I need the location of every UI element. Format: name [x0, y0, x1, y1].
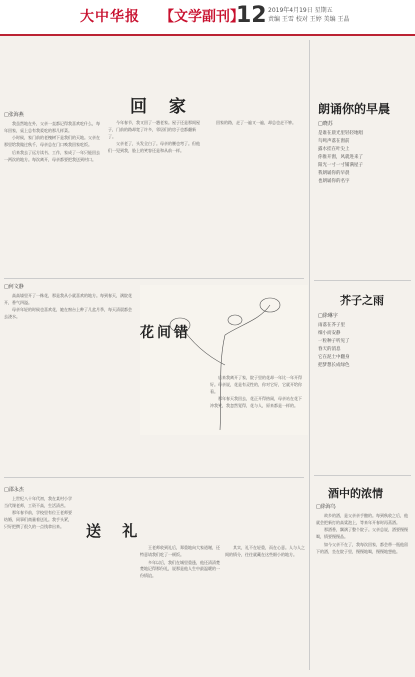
paragraph: 那酒香，飘满了整个院子。父亲总说，酒要慢慢喝，情要慢慢品。: [316, 527, 408, 540]
poem-line: 露水挂在叶尖上: [318, 147, 350, 152]
poem-line: 春天的消息: [318, 347, 341, 352]
article-title-songli: 送 礼: [86, 522, 146, 540]
paragraph: 其实，礼不在轻重，而在心意。人与人之间的情分，往往就藏在这些细小的地方。: [225, 545, 305, 557]
poem-line: 细小而安静: [318, 331, 341, 336]
paragraph: 今年春节，我又回了一趟老家。屋子还是那间屋子，门前的路却宽了许多，邻居们的房子也都翻新了。: [108, 120, 200, 139]
paragraph: 母亲年轻的时候也喜欢花，她在窗台上种了几盆月季，每天清晨都会去浇水。: [4, 307, 132, 320]
paragraph: 那年春节前，学校里有位王老师要结婚，同事们商量着送礼。我手头紧，只好把攒了很久的一点钱拿出来。: [4, 510, 72, 529]
page-number: 12: [236, 3, 267, 28]
paragraph: 后来我去了远方读书、工作，家成了一年只能回去一两次的地方。每次离开，母亲都要把我送到村口。: [4, 149, 100, 162]
article-hua-left: [4, 282, 134, 472]
article-songli-mid: [140, 545, 220, 673]
article-hua-right: [210, 375, 304, 475]
article-songli-right: [225, 545, 305, 673]
paragraph: 那年春天我回去，花正开得热闹，母亲站在花下冲我笑，我忽然觉得，花与人，原来都是一样的。: [210, 396, 302, 409]
paragraph: 高高墙里开了一株花，那是我从小就喜欢的地方。每到春天，满院花开，香气四溢。: [4, 292, 132, 305]
paragraph: 王老师收到礼后，郑重地向大家道谢，还特意请我们吃了一顿饭。: [140, 545, 220, 557]
article-title-hua: 花间错: [140, 325, 191, 341]
poem-line: 一粒种子听见了: [318, 339, 350, 344]
issue-date: 2019年4月19日 星期五: [268, 7, 333, 14]
poem-line: 你推开窗，风就进来了: [318, 155, 363, 160]
poem-line: 把梦想长成绿色: [318, 363, 350, 368]
paragraph: 父亲老了，头发全白了。母亲的腰也弯了。但他们一见到我，脸上的笑容还是和从前一样。: [108, 141, 200, 154]
newspaper-logo: 大中华报: [80, 9, 140, 25]
section-title: 【文学副刊】: [160, 9, 244, 25]
article-huijia-mid: [108, 120, 202, 270]
byline-jiezhiyu: □徐琳宇: [318, 313, 338, 319]
article-title-huijia: 回 家: [130, 97, 194, 117]
poem-line: 雨落在芥子里: [318, 323, 345, 328]
article-songli-left: [4, 485, 74, 673]
editor-credits: 责编 王雪 校对 王婷 美编 王晶: [268, 16, 350, 23]
poem-line: 阳光一寸一寸铺满屋子: [318, 163, 363, 168]
paragraph: 上世纪八十年代初，我在某村小学当代课老师，工资不高，生活清苦。: [4, 495, 72, 508]
poem-title-langsong: 朗诵你的早晨: [318, 102, 391, 116]
poem-line: 也朗诵你的名字: [318, 179, 350, 184]
column-divider: [309, 40, 310, 670]
poem-title-jiezhiyu: 芥子之雨: [340, 294, 384, 307]
byline-jiuzhong: □徐海鸟: [316, 504, 336, 510]
paragraph: 故乡的酒，是父亲亲手酿的。每到秋收之后，他就会把新打的高粱泡上，等来年开春时再蒸酒。: [316, 512, 408, 525]
poem-line: 我朗诵你的早晨: [318, 171, 350, 176]
divider: [4, 278, 304, 279]
article-title-jiuzhong: 酒中的浓情: [328, 487, 383, 500]
paragraph: 后来我离开了家，院子里的花却一年比一年开得好。母亲说，花是有灵性的，你对它好，它就开给你看。: [210, 375, 302, 394]
divider: [314, 475, 411, 476]
paragraph: 我虽然地在外，父亲一直都记得我喜欢吃什么，每年回家，桌上总有我爱吃的那几样菜。: [4, 120, 100, 133]
divider: [4, 477, 304, 478]
byline-songli: □邵永杰: [4, 487, 24, 493]
masthead: [0, 0, 415, 36]
article-huijia-right: [208, 120, 302, 270]
article-jiuzhong: [316, 502, 410, 672]
paragraph: 如今父亲不在了，我每次回家，都会带一瓶他留下的酒，坐在院子里，慢慢地喝，慢慢地想他。: [316, 541, 408, 554]
paragraph: 多年以后，我们在城里重逢，他还清清楚楚地记得那份礼，说那是他人生中最温暖的一份情谊。: [140, 559, 220, 579]
poem-line: 它在泥土中翻身: [318, 355, 350, 360]
paragraph: 回家的路，走了一遍又一遍，却总也走不够。: [216, 120, 296, 125]
byline-hua: □何文静: [4, 284, 24, 290]
poem-jiezhiyu: [318, 310, 410, 370]
article-huijia-left: [4, 110, 102, 275]
issue-info: [268, 6, 350, 24]
poem-langsong: [318, 118, 410, 186]
poem-line: 鸟鸣声落在窗前: [318, 139, 350, 144]
poem-line: 是谁在晨光里轻轻地唱: [318, 131, 363, 136]
byline-langsong: □晓苏: [318, 121, 333, 127]
paragraph: 小时候，家门前的老槐树下是我们的天地。父亲在那里给我做过秋千，母亲总在门口唤我回家吃饭。: [4, 135, 100, 148]
byline-huijia: □张海燕: [4, 112, 24, 118]
divider: [314, 280, 411, 281]
